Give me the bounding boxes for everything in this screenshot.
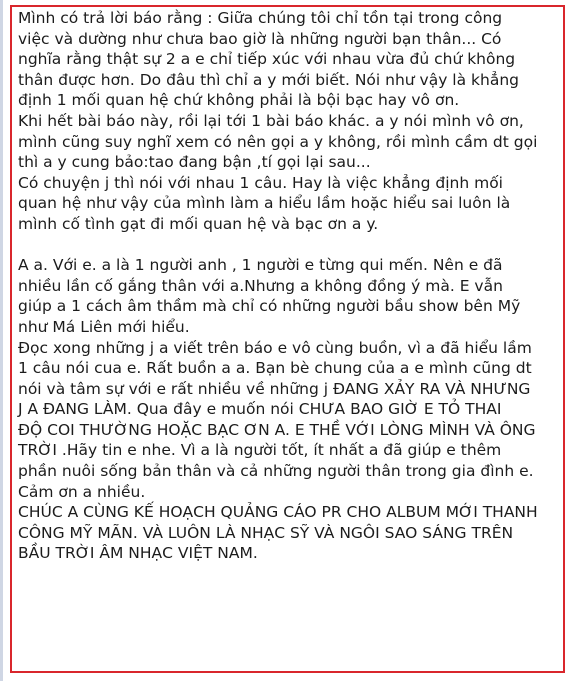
post-text-line: giúp a 1 cách âm thầm mà chỉ có những người bầu show bên Mỹ <box>18 297 521 316</box>
post-text-line: TRỜI .Hãy tin e nhe. Vì a là người tốt, ít nhất a đã giúp e thêm <box>18 441 502 460</box>
post-text-line: phần nuôi sống bản thân và cả những người thân trong gia đình e. <box>18 462 534 481</box>
post-text-line: CÔNG MỸ MÃN. VÀ LUÔN LÀ NHẠC SỸ VÀ NGÔI SAO SÁNG TRÊN <box>18 523 514 542</box>
post-text-line: ĐỘ COI THƯỜNG HOẶC BẠC ƠN A. E THỀ VỚI LÒNG MÌNH VÀ ÔNG <box>18 420 536 439</box>
post-text-line: việc và dường như chưa bao giờ là những người bạn thân... Có <box>18 29 502 48</box>
post-text-line: thì a y cung bảo:tao đang bận ,tí gọi lại sau... <box>18 153 371 172</box>
left-rail-divider <box>0 0 3 681</box>
post-text-line: A a. Với e. a là 1 người anh , 1 người e từng qui mến. Nên e đã <box>18 256 503 275</box>
post-text-line: Mình có trả lời báo rằng : Giữa chúng tôi chỉ tồn tại trong công <box>18 9 503 27</box>
post-text-line: nói và tâm sự với e rất nhiều về những j ĐANG XẢY RA VÀ NHƯNG <box>18 379 531 398</box>
post-text-line: mình cũng suy nghĩ xem có nên gọi a y không, rồi mình cầm dt gọi <box>18 132 538 151</box>
post-text-line: định 1 mối quan hệ chứ không phải là bội bạc hay vô ơn. <box>18 91 460 110</box>
paragraph-gap <box>18 235 558 256</box>
post-text-line: J A ĐANG LÀM. Qua đây e muốn nói CHƯA BAO GIỜ E TỎ THAI <box>18 400 502 419</box>
post-text-line: Cảm ơn a nhiều. <box>18 482 146 501</box>
post-text-line: Có chuyện j thì nói với nhau 1 câu. Hay là việc khẳng định mối <box>18 173 503 192</box>
post-text-line: BẦU TRỜI ÂM NHẠC VIỆT NAM. <box>18 544 258 563</box>
post-text-line: nghĩa rằng thật sự 2 a e chỉ tiếp xúc với nhau vừa đủ chứ không <box>18 50 516 69</box>
post-text-line: nhiều lần cố gắng thân với a.Nhưng a không đồng ý mà. E vẫn <box>18 276 503 295</box>
post-text-line: như Má Liên mới hiểu. <box>18 317 190 336</box>
post-text-line: thân được hơn. Do đâu thì chỉ a y mới biết. Nói như vậy là khẳng <box>18 70 520 89</box>
post-text-line: Đọc xong những j a viết trên báo e vô cùng buồn, vì a đã hiểu lầm <box>18 338 532 357</box>
post-text-line: quan hệ như vậy của mình làm a hiểu lầm hoặc hiểu sai luôn là <box>18 194 511 213</box>
post-body-text <box>18 8 558 564</box>
post-text-line: 1 câu nói cua e. Rất buồn a a. Bạn bè chung của a e mình cũng dt <box>18 359 532 378</box>
post-text-line: mình cố tình gạt đi mối quan hệ và bạc ơn a y. <box>18 214 379 233</box>
post-text-line: Khi hết bài báo này, rồi lại tới 1 bài báo khác. a y nói mình vô ơn, <box>18 111 524 130</box>
post-text-line: CHÚC A CÙNG KẾ HOẠCH QUẢNG CÁO PR CHO ALBUM MỚI THANH <box>18 503 538 522</box>
